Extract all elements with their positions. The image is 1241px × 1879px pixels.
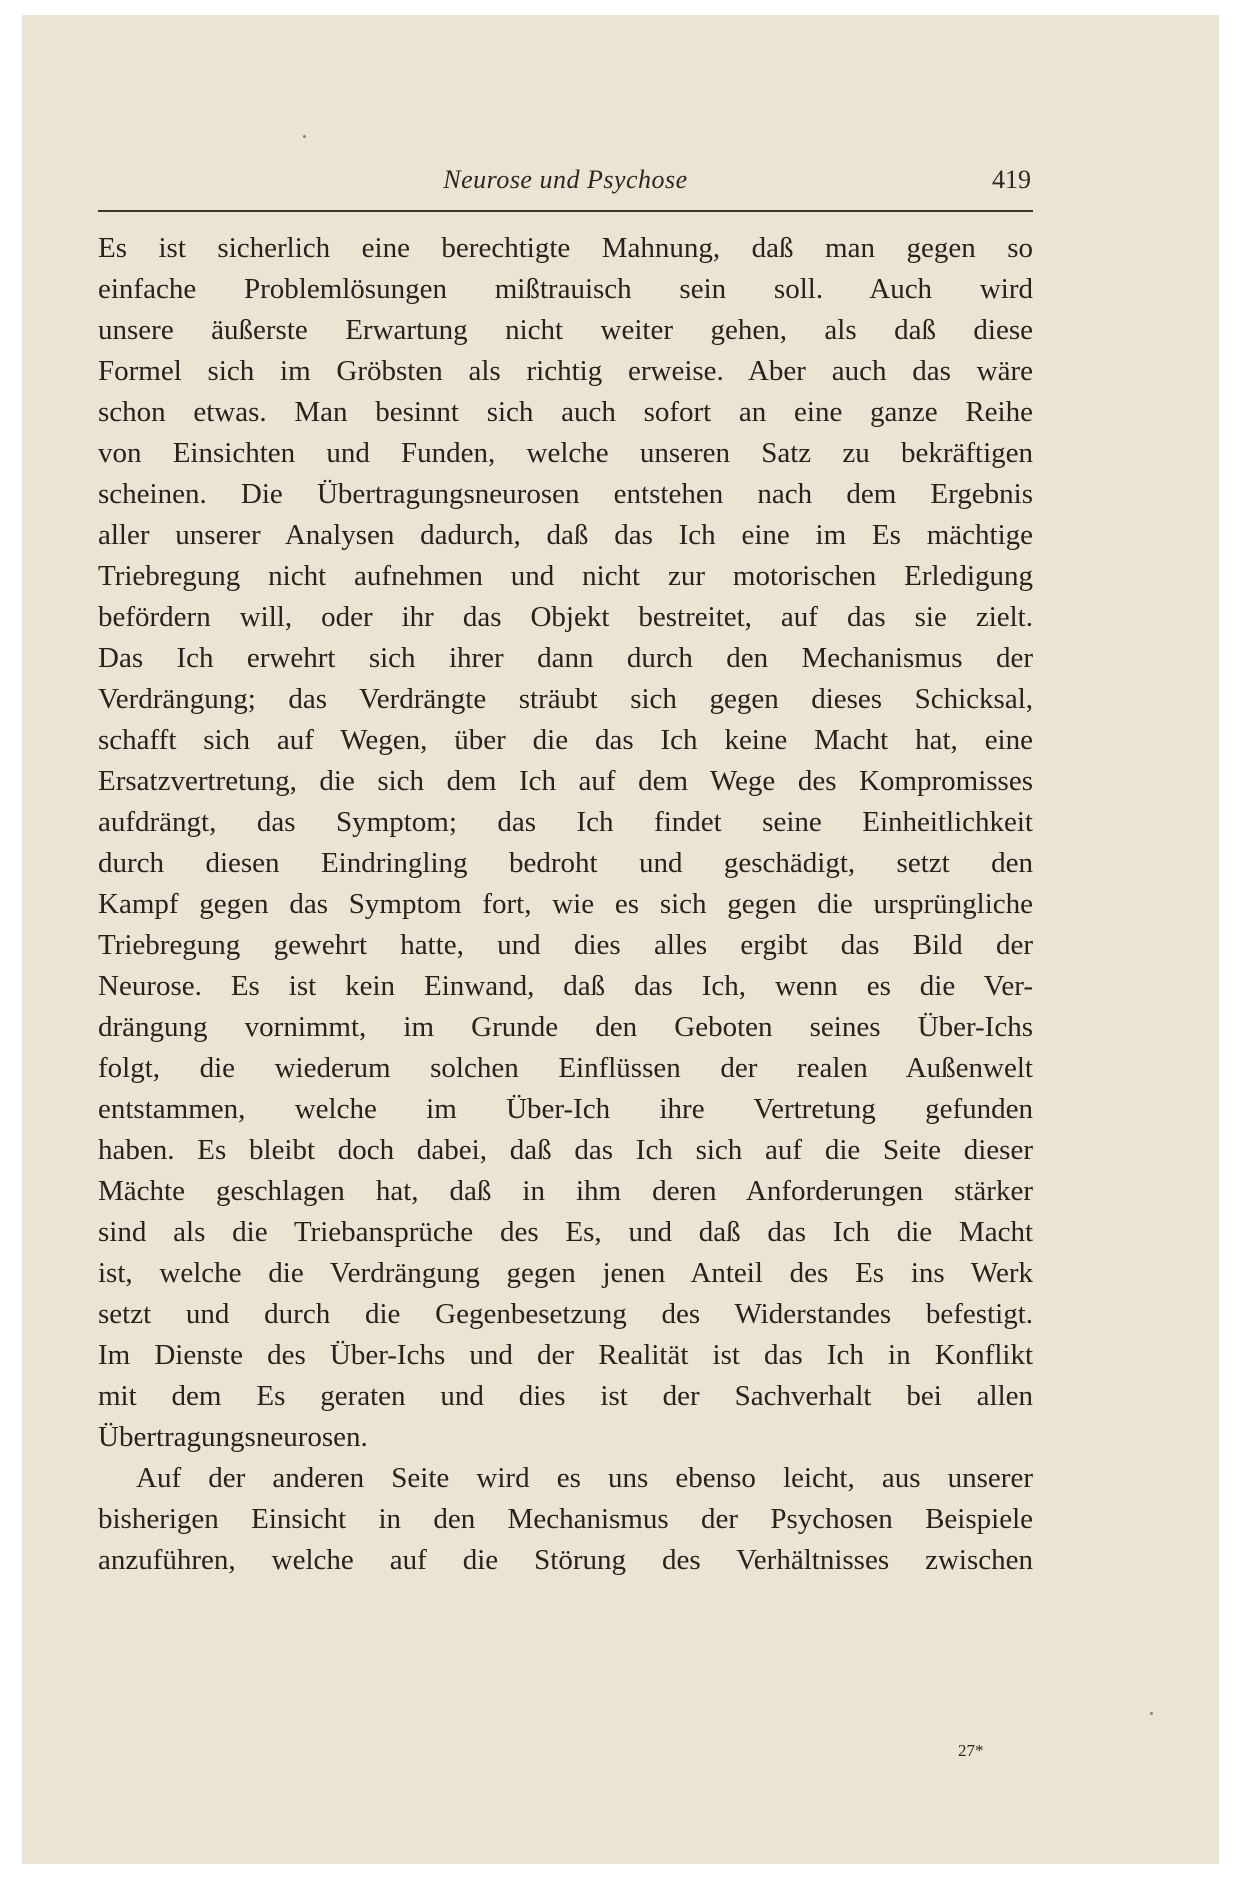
text-line: mit dem Es geraten und dies ist der Sachverhalt bei allen (98, 1380, 1033, 1412)
text-line: Triebregung nicht aufnehmen und nicht zur motorischen Erledigung (98, 560, 1033, 592)
text-line: Das Ich erwehrt sich ihrer dann durch den Mechanismus der (98, 642, 1033, 674)
text-line: haben. Es bleibt doch dabei, daß das Ich sich auf die Seite dieser (98, 1134, 1033, 1166)
text-line: Es ist sicherlich eine berechtigte Mahnung, daß man gegen so (98, 232, 1033, 264)
text-line: schon etwas. Man besinnt sich auch sofort an eine ganze Reihe (98, 396, 1033, 428)
paper-speck (303, 135, 306, 138)
text-line: scheinen. Die Übertragungsneurosen entstehen nach dem Ergebnis (98, 478, 1033, 510)
running-title: Neurose und Psychose (443, 165, 688, 194)
text-line: aufdrängt, das Symptom; das Ich findet seine Einheitlichkeit (98, 806, 1033, 838)
signature-mark: 27* (958, 1741, 984, 1760)
text-line: Mächte geschlagen hat, daß in ihm deren Anforderungen stärker (98, 1175, 1033, 1207)
page-header (98, 165, 1033, 209)
text-line: unsere äußerste Erwartung nicht weiter gehen, als daß diese (98, 314, 1033, 346)
text-line: schafft sich auf Wegen, über die das Ich keine Macht hat, eine (98, 724, 1033, 756)
text-line: folgt, die wiederum solchen Einflüssen der realen Außenwelt (98, 1052, 1033, 1084)
text-line: Verdrängung; das Verdrängte sträubt sich gegen dieses Schicksal, (98, 683, 1033, 715)
text-line: Neurose. Es ist kein Einwand, daß das Ich, wenn es die Ver- (98, 970, 1033, 1002)
text-line: einfache Problemlösungen mißtrauisch sein soll. Auch wird (98, 273, 1033, 305)
text-line: Auf der anderen Seite wird es uns ebenso leicht, aus unserer (136, 1462, 1033, 1494)
paper-speck (1150, 1712, 1153, 1715)
paragraph-1 (98, 228, 1033, 1458)
text-line: befördern will, oder ihr das Objekt bestreitet, auf das sie zielt. (98, 601, 1033, 633)
text-line: anzuführen, welche auf die Störung des Verhältnisses zwischen (98, 1544, 1033, 1576)
header-rule (98, 210, 1033, 212)
text-line: Kampf gegen das Symptom fort, wie es sich gegen die ursprüngliche (98, 888, 1033, 920)
paragraph-2 (98, 1458, 1033, 1581)
text-line: ist, welche die Verdrängung gegen jenen Anteil des Es ins Werk (98, 1257, 1033, 1289)
text-line: drängung vornimmt, im Grunde den Geboten seines Über-Ichs (98, 1011, 1033, 1043)
text-line: sind als die Triebansprüche des Es, und daß das Ich die Macht (98, 1216, 1033, 1248)
text-line: Übertragungsneurosen. (98, 1421, 368, 1453)
text-line: Triebregung gewehrt hatte, und dies alles ergibt das Bild der (98, 929, 1033, 961)
text-line: Formel sich im Gröbsten als richtig erweise. Aber auch das wäre (98, 355, 1033, 387)
text-line: von Einsichten und Funden, welche unseren Satz zu bekräftigen (98, 437, 1033, 469)
text-line: entstammen, welche im Über-Ich ihre Vertretung gefunden (98, 1093, 1033, 1125)
text-line: setzt und durch die Gegenbesetzung des Widerstandes befestigt. (98, 1298, 1033, 1330)
text-line: Ersatzvertretung, die sich dem Ich auf dem Wege des Kompromisses (98, 765, 1033, 797)
text-line: Im Dienste des Über-Ichs und der Realität ist das Ich in Konflikt (98, 1339, 1033, 1371)
text-line: aller unserer Analysen dadurch, daß das Ich eine im Es mächtige (98, 519, 1033, 551)
body-text (98, 228, 1033, 1581)
text-line: durch diesen Eindringling bedroht und geschädigt, setzt den (98, 847, 1033, 879)
page-number: 419 (992, 165, 1031, 194)
text-line: bisherigen Einsicht in den Mechanismus der Psychosen Beispiele (98, 1503, 1033, 1535)
